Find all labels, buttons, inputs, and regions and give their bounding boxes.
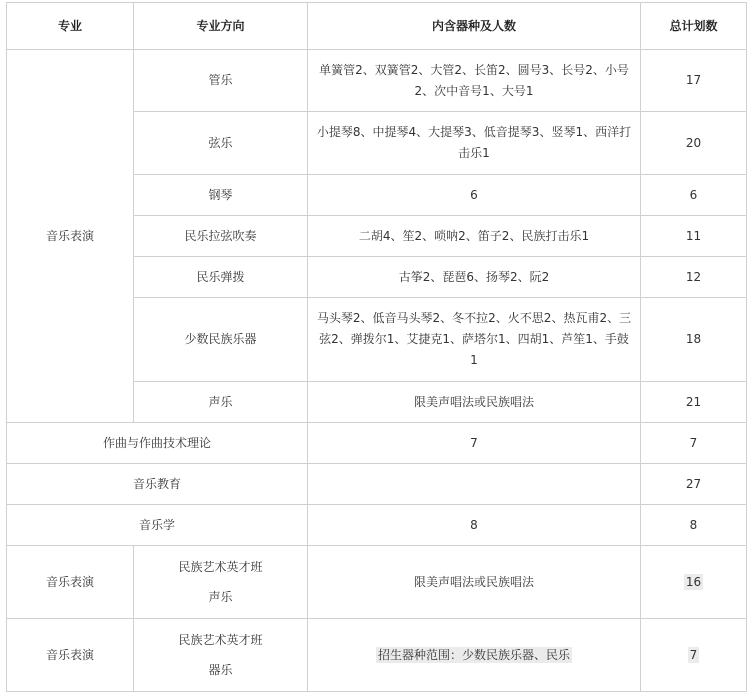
- cell-direction-two-line: [134, 546, 308, 619]
- direction-line-2: 器乐: [208, 663, 233, 677]
- cell-direction: 少数民族乐器: [134, 298, 308, 382]
- cell-total: 11: [641, 216, 747, 257]
- cell-major: 音乐表演: [7, 619, 134, 692]
- header-instruments: 内含器种及人数: [308, 3, 641, 50]
- table-row: [7, 619, 747, 692]
- cell-direction: 民乐拉弦吹奏: [134, 216, 308, 257]
- highlighted-instruments: 招生器种范围：少数民族乐器、民乐: [377, 647, 570, 662]
- cell-instruments: [308, 464, 641, 505]
- direction-line-1: 民族艺术英才班: [178, 560, 263, 574]
- cell-total: [641, 546, 747, 619]
- cell-instruments: 8: [308, 505, 641, 546]
- table-row: [7, 546, 747, 619]
- cell-direction: 钢琴: [134, 175, 308, 216]
- table-header-row: [7, 3, 747, 50]
- cell-total: [641, 619, 747, 692]
- highlighted-total: 7: [689, 647, 698, 662]
- cell-instruments: 限美声唱法或民族唱法: [308, 382, 641, 423]
- direction-line-1: 民族艺术英才班: [178, 633, 263, 647]
- cell-major-performance: 音乐表演: [7, 50, 134, 423]
- cell-direction: 弦乐: [134, 112, 308, 175]
- header-direction: 专业方向: [134, 3, 308, 50]
- cell-instruments: 二胡4、笙2、唢呐2、笛子2、民族打击乐1: [308, 216, 641, 257]
- table-row: [7, 464, 747, 505]
- cell-direction: 民乐弹拨: [134, 257, 308, 298]
- table-row: [7, 50, 747, 112]
- cell-instruments: 限美声唱法或民族唱法: [308, 546, 641, 619]
- header-total: 总计划数: [641, 3, 747, 50]
- cell-total: 8: [641, 505, 747, 546]
- cell-instruments: 6: [308, 175, 641, 216]
- cell-total: 7: [641, 423, 747, 464]
- cell-instruments: 马头琴2、低音马头琴2、冬不拉2、火不思2、热瓦甫2、三弦2、弹拨尔1、艾捷克1、萨塔尔1、四胡1、芦笙1、手鼓1: [308, 298, 641, 382]
- cell-total: 21: [641, 382, 747, 423]
- table-row: [7, 505, 747, 546]
- table-row: [7, 423, 747, 464]
- cell-total: 6: [641, 175, 747, 216]
- cell-instruments: 小提琴8、中提琴4、大提琴3、低音提琴3、竖琴1、西洋打击乐1: [308, 112, 641, 175]
- cell-total: 17: [641, 50, 747, 112]
- cell-instruments: 单簧管2、双簧管2、大管2、长笛2、圆号3、长号2、小号2、次中音号1、大号1: [308, 50, 641, 112]
- cell-instruments: 古筝2、琵琶6、扬琴2、阮2: [308, 257, 641, 298]
- cell-major: 音乐教育: [7, 464, 308, 505]
- cell-direction-two-line: [134, 619, 308, 692]
- cell-major: 作曲与作曲技术理论: [7, 423, 308, 464]
- cell-direction: 管乐: [134, 50, 308, 112]
- cell-total: 27: [641, 464, 747, 505]
- cell-total: 12: [641, 257, 747, 298]
- cell-major: 音乐学: [7, 505, 308, 546]
- cell-total: 18: [641, 298, 747, 382]
- cell-major: 音乐表演: [7, 546, 134, 619]
- cell-instruments: [308, 619, 641, 692]
- direction-line-2: 声乐: [208, 590, 233, 604]
- cell-direction: 声乐: [134, 382, 308, 423]
- cell-total: 20: [641, 112, 747, 175]
- header-major: 专业: [7, 3, 134, 50]
- enrollment-plan-table: [6, 2, 747, 692]
- highlighted-total: 16: [685, 574, 702, 589]
- cell-instruments: 7: [308, 423, 641, 464]
